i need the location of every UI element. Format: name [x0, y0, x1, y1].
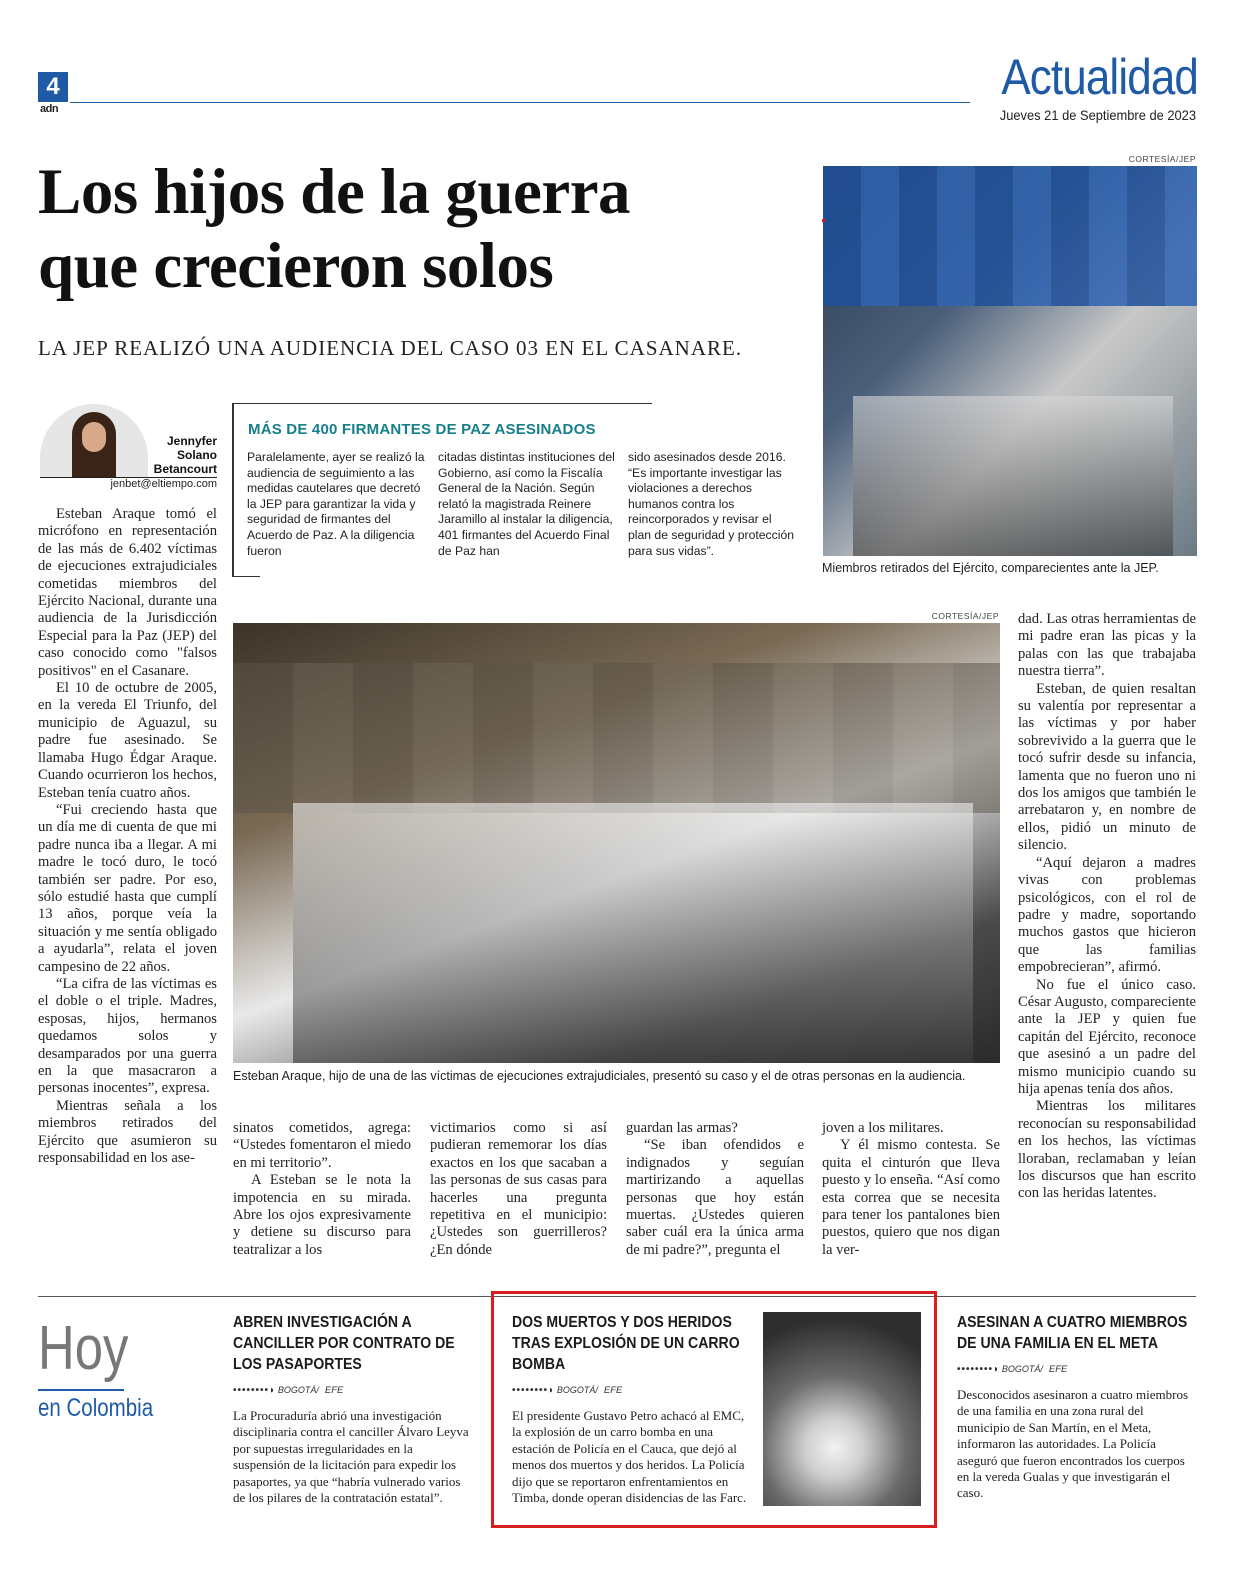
brief-2-photo	[763, 1312, 921, 1506]
chairs-row	[853, 396, 1173, 556]
top-photo-credit: CORTESÍA/JEP	[1128, 154, 1196, 164]
top-photo	[823, 166, 1197, 556]
issue-date: Jueves 21 de Septiembre de 2023	[999, 107, 1196, 123]
page-number-badge: 4	[38, 72, 68, 102]
brief-2-title[interactable]: DOS MUERTOS Y DOS HERIDOS TRAS EXPLOSIÓN DE UN CARRO BOMBA	[512, 1314, 740, 1373]
top-photo-caption: Miembros retirados del Ejército, comparecientes ante la JEP.	[822, 561, 1159, 575]
brief-3-title[interactable]: ASESINAN A CUATRO MIEMBROS DE UNA FAMILIA EN EL META	[957, 1314, 1188, 1352]
main-photo	[233, 623, 1000, 1063]
article-col-4: guardan las armas? “Se iban ofendidos e indignados y seguían martirizando a aquellas personas que hoy están muertas. ¿Ustedes quieren saber cuál era la única arma de mi padre?”, pregunta el	[626, 1120, 804, 1258]
brief-1[interactable]	[233, 1312, 473, 1506]
headline-line-2: que crecieron solos	[38, 230, 554, 302]
header-rule	[70, 102, 970, 103]
article-col-5: joven a los militares. Y él mismo contesta. Se quita el cinturón que lleva puesto y lo enseña. “Así como esta correa que se necesita para tener los pantalones bien puestos, quiero que nos digan la ver-	[822, 1120, 1000, 1258]
main-photo-caption: Esteban Araque, hijo de una de las víctimas de ejecuciones extrajudiciales, presentó su caso y el de otras personas en la audiencia.	[233, 1069, 966, 1083]
headline-line-1: Los hijos de la guerra	[38, 156, 631, 228]
article-right-col: dad. Las otras herramientas de mi padre eran las picas y la palas con las que trabajaba nuestra tierra”. Esteban, de quien resaltan su valentía por representar a las víctimas y por haber sobrevivido a la guerra que le tocó sufrir desde su infancia, lamenta que no fueron uno ni dos los amigos que también le arrebataron y, en nombre de ellos, pidió un minuto de silencio. “Aquí dejaron a madres vivas con problemas psicológicos, con el rol de padre y madre, soportando muchos gastos que hicieron que las familias empobrecieran”, afirmó. No fue el único caso. César Augusto, compareciente ante la JEP y quien fue capitán del Ejército, reconoce que asesinó a un padre del mismo municipio cuando su hija apenas tenía dos años. Mientras los militares reconocían su responsabilidad en los hechos, las víctimas lloraban, reclamaban y leían los discursos que han escrito con las heridas latentes.	[1018, 611, 1196, 1202]
hoy-label: Hoy	[38, 1314, 129, 1383]
sidebar-box-bottom-rule	[232, 576, 260, 577]
author-email[interactable]: jenbet@eltiempo.com	[110, 478, 217, 490]
article-col-1: Esteban Araque tomó el micrófono en representación de las más de 6.402 víctimas de ejecuciones extrajudiciales cometidas miembros del Ejército Nacional, durante una audiencia de la Jurisdicción Especial para la Paz (JEP) del caso conocido como "falsos positivos" en el Casanare. El 10 de octubre de 2005, en la vereda El Triunfo, del municipio de Aguazul, su padre fue asesinado. Se llamaba Hugo Édgar Araque. Cuando ocurrieron los hechos, Esteban tenía cuatro años. “Fui creciendo hasta que un día me di cuenta de que mi padre nunca iba a llegar. A mi madre le tocó duro, le tocó también ser padre. Por eso, sólo estudié hasta que cumplí 13 años, porque veía la situación y me sentía obligado a ayudarla”, relata el joven campesino de 22 años. “La cifra de las víctimas es el doble o el triple. Madres, esposas, hijos, hermanos quedamos solos y desamparados por una guerra en la que masacraron a personas inocentes”, expresa. Mientras señala a los miembros retirados del Ejército que asumieron su responsabilidad en los ase-	[38, 506, 217, 1167]
sidebar-box-top-rule	[232, 403, 652, 404]
brief-2-body: El presidente Gustavo Petro achacó al EMC, la explosión de un carro bomba en una estación de Policía en el Cauca, que dejó al menos dos muertos y dos heridos. La Policía dijo que se reportaron enfrentamientos en Timba, donde operan disidencias de las Farc.	[512, 1408, 747, 1506]
brief-3-source: ••••••••◗ BOGOTÁ/ EFE	[957, 1364, 1068, 1375]
hoy-label-rule	[38, 1389, 124, 1391]
article-col-3: victimarios como si así pudieran rememorar los días exactos en los que sacaban a las personas de sus casas para hacerles una pregunta repetitiva en el municipio: ¿Ustedes son guerrilleros? ¿En dónde	[430, 1120, 607, 1258]
author-name: Jennyfer Solano Betancourt	[153, 434, 217, 476]
audience-row	[293, 803, 973, 1063]
sidebar-box-title: MÁS DE 400 FIRMANTES DE PAZ ASESINADOS	[248, 421, 596, 438]
main-photo-credit: CORTESÍA/JEP	[931, 611, 999, 621]
red-marker	[822, 219, 825, 222]
hoy-sublabel: en Colombia	[38, 1394, 154, 1422]
subtitle: LA JEP REALIZÓ UNA AUDIENCIA DEL CASO 03 EN EL CASANARE.	[38, 336, 743, 360]
brief-1-title[interactable]: ABREN INVESTIGACIÓN A CANCILLER POR CONTRATO DE LOS PASAPORTES	[233, 1314, 455, 1373]
sidebar-box-frame	[232, 403, 234, 577]
brief-1-source: ••••••••◗ BOGOTÁ/ EFE	[233, 1385, 344, 1396]
headline	[38, 155, 630, 303]
brief-1-body: La Procuraduría abrió una investigación disciplinaria contra el canciller Álvaro Leyva por supuestas irregularidades en la suspensión de la licitación para expedir los pasaportes, ya que “habría vulnerado varios de los pilares de la contratación estatal”.	[233, 1408, 469, 1506]
sidebar-box-col-2: citadas distintas instituciones del Gobierno, así como la Fiscalía General de la Nación. Según relató la magistrada Reinere Jaramillo al instalar la diligencia, 401 firmantes del Acuerdo Final de Paz han	[438, 450, 615, 558]
brief-3[interactable]	[957, 1312, 1197, 1502]
brand-logo: adn	[40, 103, 59, 115]
sidebar-box-col-3: sido asesinados desde 2016. “Es importante investigar las violaciones a derechos humanos contra los reincorporados y revisar el plan de seguridad y protección para sus vidas”.	[628, 450, 794, 558]
brief-2-source: ••••••••◗ BOGOTÁ/ EFE	[512, 1385, 623, 1396]
sidebar-box-col-1: Paralelamente, ayer se realizó la audiencia de seguimiento a las medidas cautelares que decretó la JEP para garantizar la vida y seguridad de firmantes del Acuerdo de Paz. A la diligencia fueron	[247, 450, 425, 558]
brief-2[interactable]	[512, 1312, 752, 1506]
wall-panels	[233, 663, 1000, 813]
jep-backdrop	[823, 166, 1197, 306]
article-col-2: sinatos cometidos, agrega: “Ustedes fomentaron el miedo en mi territorio”. A Esteban se le nota la impotencia en su mirada. Abre los ojos expresivamente y detiene su discurso para teatralizar a los	[233, 1120, 411, 1258]
brief-3-body: Desconocidos asesinaron a cuatro miembros de una familia en una zona rural del municipio de San Martín, en el Meta, informaron las autoridades. La Policía aseguró que fueron encontrados los cuerpos en la vereda Gualas y que investigarán el caso.	[957, 1387, 1189, 1501]
section-title: Actualidad	[1001, 49, 1198, 105]
